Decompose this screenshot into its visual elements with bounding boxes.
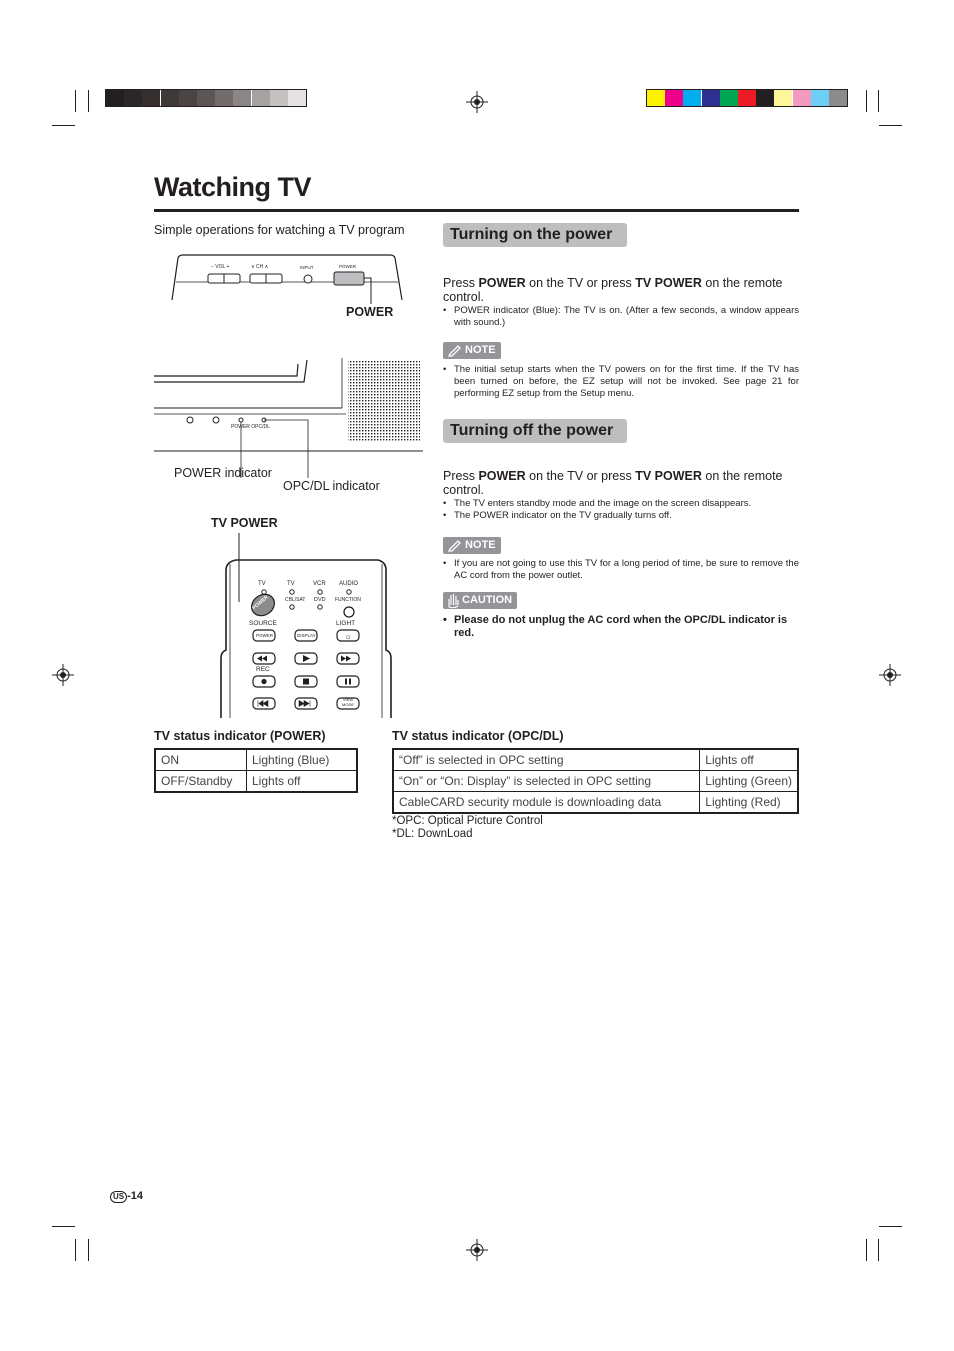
region-badge: US: [110, 1191, 127, 1203]
table-row: [155, 771, 357, 793]
table-row: [155, 749, 357, 771]
table-row: [393, 749, 798, 771]
registration-mark-icon: [52, 664, 74, 686]
tv-top-panel-illustration: [166, 252, 416, 304]
table-cell: Lighting (Green): [700, 771, 798, 792]
power-on-bullet: • POWER indicator (Blue): The TV is on. (After a few seconds, a window appears with sound.): [443, 305, 799, 328]
power-on-note: • The initial setup starts when the TV powers on for the first time. If the TV has been turned on before, the EZ setup will not be invoked. See page 21 for performing EZ setup from the Setup menu.: [443, 364, 799, 399]
power-status-table: [154, 748, 358, 793]
opc-status-table: [392, 748, 799, 814]
registration-mark-icon: [466, 1239, 488, 1261]
remote-label-tv2: TV: [287, 581, 295, 587]
tv-power-callout: TV POWER: [211, 516, 278, 530]
title-rule: [154, 209, 799, 212]
power-indicator-callout: POWER indicator: [174, 466, 272, 480]
registration-mark-icon: [466, 91, 488, 113]
panel-power-label: POWER: [339, 264, 357, 269]
tv-front-panel-illustration: [152, 358, 425, 482]
section-heading-power-on: Turning on the power: [443, 223, 627, 247]
remote-label-function: FUNCTION: [335, 597, 361, 603]
remote-label-tv1: TV: [258, 581, 266, 587]
remote-view-mode-label: VIEW MODE: [342, 697, 354, 707]
section-heading-power-off: Turning off the power: [443, 419, 627, 443]
table-cell: “Off” is selected in OPC setting: [393, 749, 700, 771]
table-cell: “On” or “On: Display” is selected in OPC setting: [393, 771, 700, 792]
note-badge: NOTE: [443, 342, 501, 359]
footnote-dl: *DL: DownLoad: [392, 828, 473, 840]
registration-mark-icon: [879, 664, 901, 686]
table-cell: Lights off: [700, 749, 798, 771]
opc-table-title: TV status indicator (OPC/DL): [392, 729, 564, 743]
page-title: Watching TV: [154, 172, 311, 202]
power-off-instruction: Press POWER on the TV or press TV POWER on the remote control.: [443, 469, 783, 497]
power-table-title: TV status indicator (POWER): [154, 729, 326, 743]
table-cell: Lights off: [247, 771, 358, 793]
remote-label-cblsat: CBL/SAT: [285, 597, 306, 603]
remote-label-light: LIGHT: [336, 620, 356, 627]
table-row: [393, 792, 798, 814]
remote-control-illustration: [218, 530, 394, 718]
table-cell: ON: [155, 749, 247, 771]
remote-label-audio: AUDIO: [339, 581, 359, 587]
table-row: [393, 771, 798, 792]
footnote-opc: *OPC: Optical Picture Control: [392, 815, 543, 827]
ch-label: ∨ CH ∧: [251, 264, 269, 270]
note-badge: NOTE: [443, 537, 501, 554]
remote-label-rec: REC: [256, 666, 270, 673]
power-on-instruction: Press POWER on the TV or press TV POWER on the remote control.: [443, 276, 783, 304]
remote-source-power-label: POWER: [256, 633, 274, 638]
opc-indicator-callout: OPC/DL indicator: [283, 479, 380, 493]
caution-badge: CAUTION: [443, 592, 517, 609]
intro-text: Simple operations for watching a TV program: [154, 223, 405, 237]
remote-label-vcr: VCR: [313, 581, 326, 587]
power-off-bullet: • The TV enters standby mode and the image on the screen disappears.: [443, 498, 752, 509]
remote-display-label: DISPLAY: [297, 633, 316, 638]
front-indicator-text: POWER OPC/DL: [231, 424, 270, 430]
remote-label-source: SOURCE: [249, 620, 277, 627]
remote-label-dvd: DVD: [314, 597, 326, 603]
table-cell: OFF/Standby: [155, 771, 247, 793]
vol-label: − VOL +: [211, 264, 230, 270]
table-cell: Lighting (Red): [700, 792, 798, 814]
pencil-icon: [448, 539, 462, 552]
input-label: INPUT: [300, 265, 314, 270]
power-off-bullet: • The POWER indicator on the TV gradually turns off.: [443, 510, 672, 521]
page-number: US -14: [110, 1190, 143, 1203]
caution-text: • Please do not unplug the AC cord when the OPC/DL indicator is red.: [443, 614, 788, 639]
power-off-note: • If you are not going to use this TV for a long period of time, be sure to remove the AC cord from the power outlet.: [443, 558, 799, 581]
pencil-icon: [448, 344, 462, 357]
power-callout: POWER: [346, 305, 394, 319]
remote-power-button-label: POWER: [251, 594, 270, 612]
table-cell: Lighting (Blue): [247, 749, 358, 771]
table-cell: CableCARD security module is downloading data: [393, 792, 700, 814]
hand-caution-icon: [446, 593, 460, 608]
svg-text:☼: ☼: [344, 632, 352, 641]
